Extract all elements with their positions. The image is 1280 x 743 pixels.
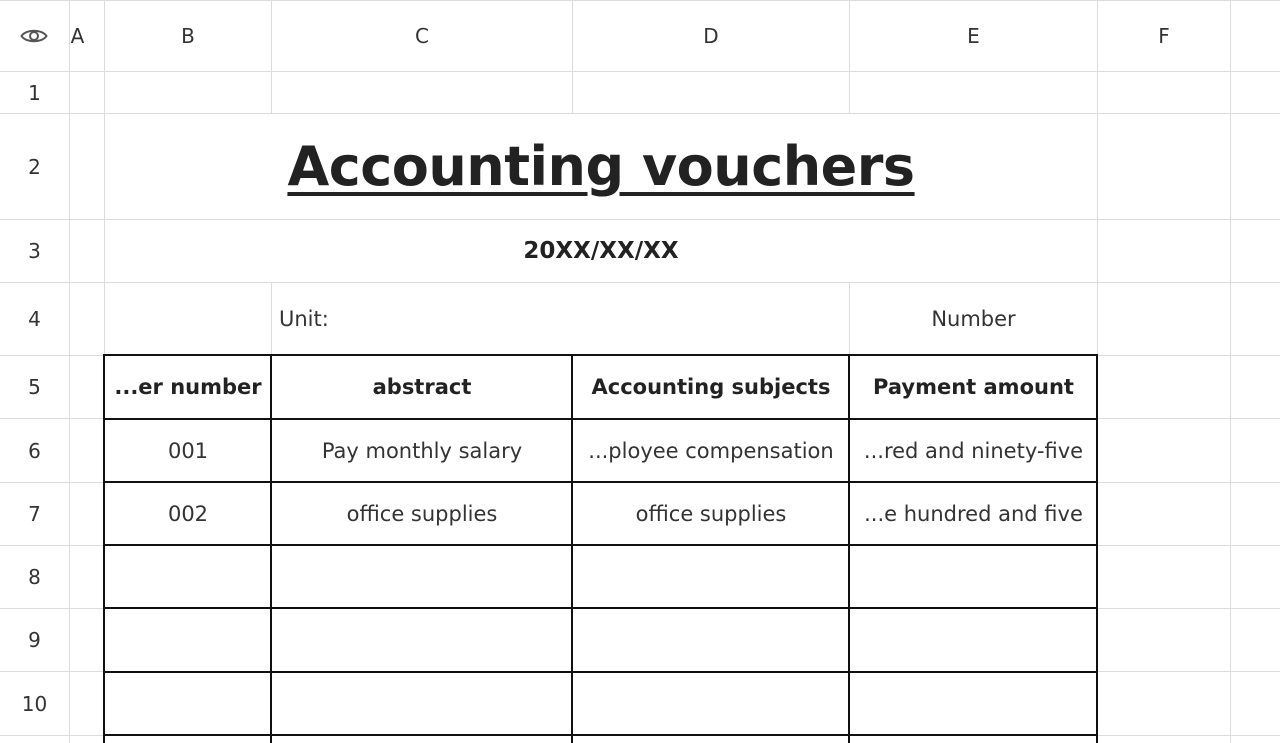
- number-label: Number: [931, 307, 1016, 331]
- table-header-abstract[interactable]: abstract: [372, 375, 472, 399]
- table-border: [103, 671, 1098, 673]
- table-border: [571, 354, 573, 743]
- table-cell[interactable]: [573, 609, 849, 671]
- column-header-c[interactable]: C: [415, 24, 429, 48]
- table-border: [848, 354, 850, 743]
- date-cell[interactable]: [105, 220, 1097, 282]
- table-cell[interactable]: ...e hundred and five: [864, 502, 1083, 526]
- row-header-2[interactable]: 2: [28, 154, 41, 179]
- title-cell[interactable]: [105, 114, 1097, 219]
- table-cell[interactable]: [105, 546, 271, 608]
- table-header-voucher-number[interactable]: ...er number: [114, 375, 262, 399]
- row-header-9[interactable]: 9: [28, 628, 41, 652]
- column-header-f[interactable]: F: [1158, 24, 1170, 48]
- table-cell[interactable]: [272, 546, 572, 608]
- row-header-1[interactable]: 1: [28, 80, 41, 105]
- eye-icon[interactable]: [18, 24, 50, 48]
- table-border: [103, 544, 1098, 546]
- unit-cell[interactable]: [272, 283, 849, 355]
- table-border: [103, 354, 1098, 356]
- row-header-8[interactable]: 8: [28, 565, 41, 589]
- gridline: [1230, 0, 1231, 743]
- row-header-6[interactable]: 6: [28, 438, 41, 463]
- table-cell[interactable]: [573, 546, 849, 608]
- table-cell[interactable]: [573, 672, 849, 735]
- table-border: [270, 354, 272, 743]
- row-header-10[interactable]: 10: [21, 691, 48, 716]
- table-header-accounting-subjects[interactable]: Accounting subjects: [591, 375, 831, 399]
- row-header-4[interactable]: 4: [28, 307, 41, 331]
- table-cell[interactable]: office supplies: [346, 502, 498, 526]
- sheet-title: Accounting vouchers: [287, 135, 915, 198]
- row-header-7[interactable]: 7: [28, 502, 41, 526]
- table-border: [103, 607, 1098, 609]
- table-cell[interactable]: [272, 672, 572, 735]
- table-cell[interactable]: [105, 672, 271, 735]
- table-border: [103, 734, 1098, 736]
- row-header-5[interactable]: 5: [28, 375, 41, 399]
- table-cell[interactable]: ...ployee compensation: [588, 438, 834, 463]
- voucher-date: 20XX/XX/XX: [523, 238, 679, 264]
- column-header-e[interactable]: E: [967, 24, 980, 48]
- table-cell[interactable]: [850, 609, 1097, 671]
- table-cell[interactable]: [105, 609, 271, 671]
- column-header-d[interactable]: D: [703, 24, 719, 48]
- table-header-payment-amount[interactable]: Payment amount: [873, 375, 1074, 399]
- row-header-3[interactable]: 3: [28, 239, 41, 263]
- table-cell[interactable]: 002: [167, 502, 209, 526]
- table-cell[interactable]: [850, 672, 1097, 735]
- table-cell[interactable]: Pay monthly salary: [321, 438, 523, 463]
- column-header-a[interactable]: A: [70, 24, 85, 48]
- table-cell[interactable]: [850, 546, 1097, 608]
- table-border: [103, 481, 1098, 483]
- table-cell[interactable]: 001: [167, 438, 209, 463]
- table-border: [1096, 354, 1098, 743]
- unit-label: Unit:: [279, 307, 329, 331]
- table-border: [103, 354, 105, 743]
- table-cell[interactable]: office supplies: [635, 502, 787, 526]
- table-border: [103, 418, 1098, 420]
- gridline: [69, 0, 70, 743]
- column-header-b[interactable]: B: [181, 24, 195, 48]
- table-cell[interactable]: [272, 609, 572, 671]
- table-cell[interactable]: ...red and ninety-five: [863, 438, 1084, 463]
- number-cell[interactable]: [850, 283, 1097, 355]
